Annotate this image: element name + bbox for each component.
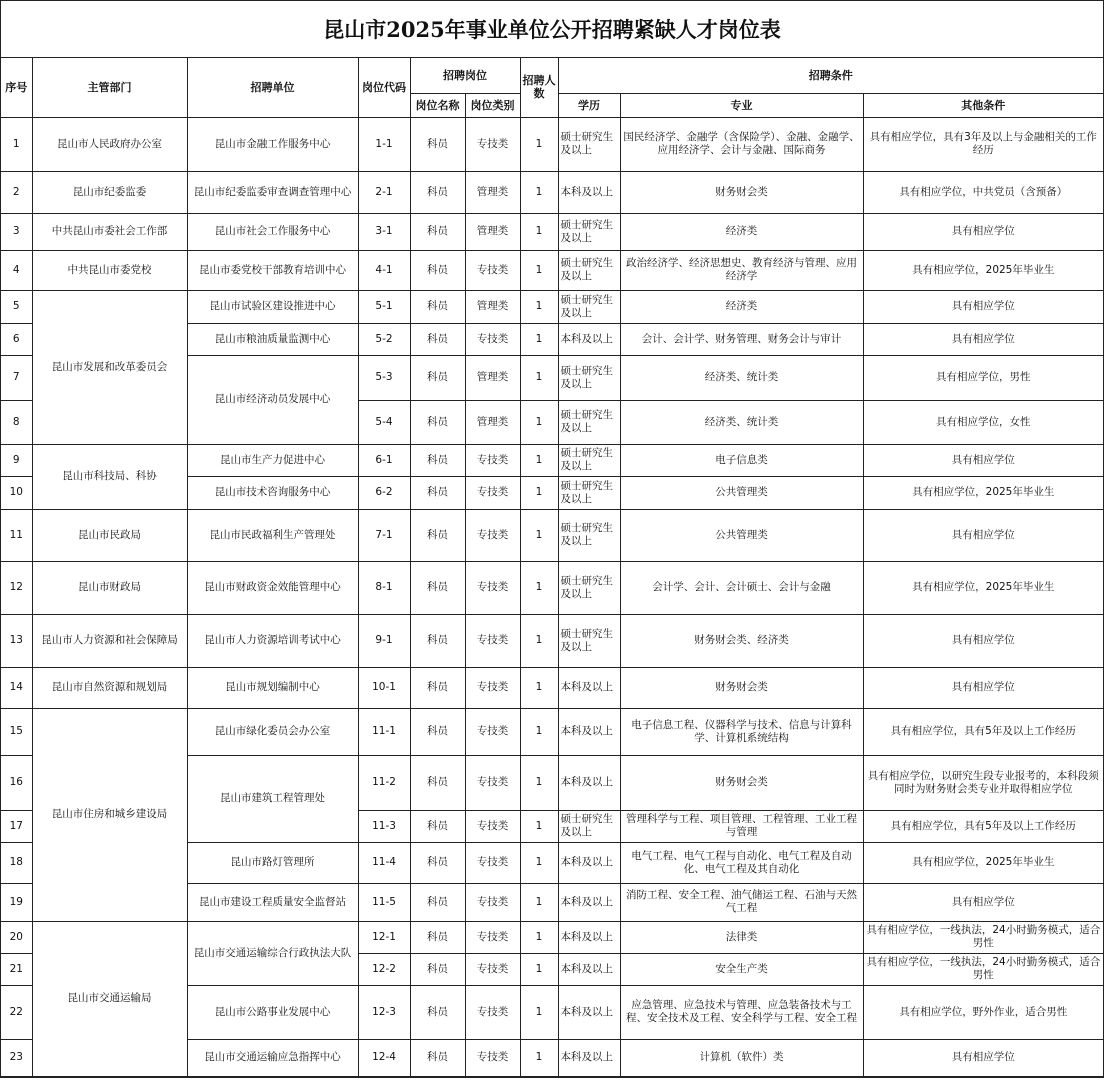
positions-table [1, 58, 1103, 1077]
education-cell: 本科及以上 [558, 953, 620, 985]
headcount-cell: 1 [520, 355, 558, 400]
major-cell: 财务财会类、经济类 [620, 614, 863, 667]
employer-cell: 昆山市委党校干部教育培训中心 [187, 250, 358, 290]
header-major: 专业 [620, 93, 863, 117]
employer-cell: 昆山市金融工作服务中心 [187, 117, 358, 171]
post-name-cell: 科员 [410, 667, 465, 708]
row-seq-cell: 14 [1, 667, 32, 708]
post-type-cell: 专技类 [465, 117, 520, 171]
post-code-cell: 7-1 [358, 509, 410, 561]
post-code-cell: 4-1 [358, 250, 410, 290]
department-cell: 昆山市住房和城乡建设局 [32, 708, 187, 921]
post-type-cell: 专技类 [465, 476, 520, 509]
row-seq-cell: 20 [1, 921, 32, 953]
post-code-cell: 12-1 [358, 921, 410, 953]
education-cell: 本科及以上 [558, 667, 620, 708]
headcount-cell: 1 [520, 810, 558, 842]
major-cell: 公共管理类 [620, 509, 863, 561]
other-conditions-cell: 具有相应学位，具有3年及以上与金融相关的工作经历 [863, 117, 1103, 171]
employer-cell: 昆山市经济动员发展中心 [187, 355, 358, 444]
education-cell: 本科及以上 [558, 708, 620, 755]
headcount-cell: 1 [520, 883, 558, 921]
post-code-cell: 5-1 [358, 290, 410, 323]
row-seq-cell: 5 [1, 290, 32, 323]
employer-cell: 昆山市人力资源培训考试中心 [187, 614, 358, 667]
education-cell: 硕士研究生及以上 [558, 476, 620, 509]
employer-cell: 昆山市粮油质量监测中心 [187, 323, 358, 355]
major-cell: 会计、会计学、财务管理、财务会计与审计 [620, 323, 863, 355]
page-title: 昆山市2025年事业单位公开招聘紧缺人才岗位表 [1, 1, 1103, 58]
other-conditions-cell: 具有相应学位，具有5年及以上工作经历 [863, 810, 1103, 842]
header-education: 学历 [558, 93, 620, 117]
header-seq: 序号 [1, 58, 32, 117]
post-code-cell: 5-3 [358, 355, 410, 400]
major-cell: 经济类、统计类 [620, 355, 863, 400]
department-cell: 昆山市纪委监委 [32, 171, 187, 213]
other-conditions-cell: 具有相应学位，男性 [863, 355, 1103, 400]
department-cell: 昆山市自然资源和规划局 [32, 667, 187, 708]
headcount-cell: 1 [520, 250, 558, 290]
department-cell: 昆山市人民政府办公室 [32, 117, 187, 171]
major-cell: 法律类 [620, 921, 863, 953]
department-cell: 昆山市交通运输局 [32, 921, 187, 1076]
post-name-cell: 科员 [410, 290, 465, 323]
post-code-cell: 9-1 [358, 614, 410, 667]
major-cell: 财务财会类 [620, 171, 863, 213]
post-code-cell: 11-2 [358, 755, 410, 810]
major-cell: 财务财会类 [620, 755, 863, 810]
row-seq-cell: 13 [1, 614, 32, 667]
employer-cell: 昆山市公路事业发展中心 [187, 985, 358, 1039]
headcount-cell: 1 [520, 509, 558, 561]
major-cell: 经济类 [620, 213, 863, 250]
education-cell: 本科及以上 [558, 1039, 620, 1076]
other-conditions-cell: 具有相应学位，以研究生段专业报考的，本科段须同时为财务财会类专业并取得相应学位 [863, 755, 1103, 810]
post-name-cell: 科员 [410, 171, 465, 213]
department-cell: 昆山市发展和改革委员会 [32, 290, 187, 444]
post-code-cell: 1-1 [358, 117, 410, 171]
header-condition-group: 招聘条件 [558, 58, 1103, 93]
major-cell: 应急管理、应急技术与管理、应急装备技术与工程、安全技术及工程、安全科学与工程、安全工程 [620, 985, 863, 1039]
post-type-cell: 管理类 [465, 355, 520, 400]
row-seq-cell: 11 [1, 509, 32, 561]
post-type-cell: 专技类 [465, 509, 520, 561]
post-type-cell: 专技类 [465, 1039, 520, 1076]
header-count: 招聘人数 [520, 58, 558, 117]
post-name-cell: 科员 [410, 561, 465, 614]
headcount-cell: 1 [520, 985, 558, 1039]
other-conditions-cell: 具有相应学位 [863, 883, 1103, 921]
table-row [1, 213, 1103, 250]
department-cell: 中共昆山市委党校 [32, 250, 187, 290]
post-name-cell: 科员 [410, 883, 465, 921]
education-cell: 本科及以上 [558, 171, 620, 213]
post-name-cell: 科员 [410, 250, 465, 290]
post-type-cell: 专技类 [465, 755, 520, 810]
headcount-cell: 1 [520, 561, 558, 614]
post-type-cell: 专技类 [465, 667, 520, 708]
post-code-cell: 2-1 [358, 171, 410, 213]
row-seq-cell: 17 [1, 810, 32, 842]
employer-cell: 昆山市路灯管理所 [187, 842, 358, 883]
other-conditions-cell: 具有相应学位，具有5年及以上工作经历 [863, 708, 1103, 755]
employer-cell: 昆山市纪委监委审查调查管理中心 [187, 171, 358, 213]
employer-cell: 昆山市社会工作服务中心 [187, 213, 358, 250]
education-cell: 硕士研究生及以上 [558, 290, 620, 323]
table-row [1, 444, 1103, 476]
post-type-cell: 专技类 [465, 842, 520, 883]
post-type-cell: 专技类 [465, 561, 520, 614]
education-cell: 硕士研究生及以上 [558, 561, 620, 614]
other-conditions-cell: 具有相应学位，2025年毕业生 [863, 250, 1103, 290]
department-cell: 昆山市人力资源和社会保障局 [32, 614, 187, 667]
department-cell: 昆山市科技局、科协 [32, 444, 187, 509]
row-seq-cell: 18 [1, 842, 32, 883]
post-type-cell: 管理类 [465, 213, 520, 250]
post-name-cell: 科员 [410, 476, 465, 509]
education-cell: 硕士研究生及以上 [558, 509, 620, 561]
row-seq-cell: 15 [1, 708, 32, 755]
table-row [1, 561, 1103, 614]
post-name-cell: 科员 [410, 213, 465, 250]
post-code-cell: 12-3 [358, 985, 410, 1039]
post-type-cell: 专技类 [465, 985, 520, 1039]
major-cell: 政治经济学、经济思想史、教育经济与管理、应用经济学 [620, 250, 863, 290]
post-type-cell: 专技类 [465, 614, 520, 667]
other-conditions-cell: 具有相应学位，2025年毕业生 [863, 842, 1103, 883]
headcount-cell: 1 [520, 444, 558, 476]
post-code-cell: 11-5 [358, 883, 410, 921]
header-other: 其他条件 [863, 93, 1103, 117]
post-type-cell: 专技类 [465, 444, 520, 476]
table-row [1, 667, 1103, 708]
education-cell: 硕士研究生及以上 [558, 400, 620, 444]
employer-cell: 昆山市建设工程质量安全监督站 [187, 883, 358, 921]
row-seq-cell: 6 [1, 323, 32, 355]
education-cell: 本科及以上 [558, 985, 620, 1039]
headcount-cell: 1 [520, 476, 558, 509]
post-code-cell: 11-3 [358, 810, 410, 842]
major-cell: 电气工程、电气工程与自动化、电气工程及自动化、电气工程及其自动化 [620, 842, 863, 883]
education-cell: 本科及以上 [558, 323, 620, 355]
post-type-cell: 管理类 [465, 171, 520, 213]
row-seq-cell: 8 [1, 400, 32, 444]
post-name-cell: 科员 [410, 842, 465, 883]
post-type-cell: 专技类 [465, 323, 520, 355]
employer-cell: 昆山市财政资金效能管理中心 [187, 561, 358, 614]
post-name-cell: 科员 [410, 614, 465, 667]
post-name-cell: 科员 [410, 708, 465, 755]
headcount-cell: 1 [520, 755, 558, 810]
education-cell: 硕士研究生及以上 [558, 614, 620, 667]
headcount-cell: 1 [520, 842, 558, 883]
major-cell: 电子信息类 [620, 444, 863, 476]
table-row [1, 171, 1103, 213]
other-conditions-cell: 具有相应学位 [863, 614, 1103, 667]
row-seq-cell: 3 [1, 213, 32, 250]
department-cell: 中共昆山市委社会工作部 [32, 213, 187, 250]
major-cell: 计算机（软件）类 [620, 1039, 863, 1076]
post-code-cell: 12-4 [358, 1039, 410, 1076]
major-cell: 国民经济学、金融学（含保险学）、金融、金融学、应用经济学、会计与金融、国际商务 [620, 117, 863, 171]
other-conditions-cell: 具有相应学位 [863, 323, 1103, 355]
row-seq-cell: 2 [1, 171, 32, 213]
post-name-cell: 科员 [410, 117, 465, 171]
headcount-cell: 1 [520, 921, 558, 953]
employer-cell: 昆山市建筑工程管理处 [187, 755, 358, 842]
row-seq-cell: 7 [1, 355, 32, 400]
row-seq-cell: 10 [1, 476, 32, 509]
table-row [1, 708, 1103, 755]
other-conditions-cell: 具有相应学位，野外作业，适合男性 [863, 985, 1103, 1039]
table-row [1, 614, 1103, 667]
header-dept: 主管部门 [32, 58, 187, 117]
table-row [1, 290, 1103, 323]
other-conditions-cell: 具有相应学位 [863, 509, 1103, 561]
row-seq-cell: 9 [1, 444, 32, 476]
major-cell: 经济类、统计类 [620, 400, 863, 444]
post-code-cell: 5-4 [358, 400, 410, 444]
post-name-cell: 科员 [410, 953, 465, 985]
row-seq-cell: 4 [1, 250, 32, 290]
other-conditions-cell: 具有相应学位，一线执法，24小时勤务模式，适合男性 [863, 921, 1103, 953]
headcount-cell: 1 [520, 614, 558, 667]
post-type-cell: 专技类 [465, 810, 520, 842]
department-cell: 昆山市财政局 [32, 561, 187, 614]
major-cell: 管理科学与工程、项目管理、工程管理、工业工程与管理 [620, 810, 863, 842]
post-code-cell: 5-2 [358, 323, 410, 355]
post-code-cell: 6-2 [358, 476, 410, 509]
other-conditions-cell: 具有相应学位 [863, 213, 1103, 250]
other-conditions-cell: 具有相应学位，中共党员（含预备） [863, 171, 1103, 213]
employer-cell: 昆山市试验区建设推进中心 [187, 290, 358, 323]
row-seq-cell: 21 [1, 953, 32, 985]
major-cell: 经济类 [620, 290, 863, 323]
header-post-group: 招聘岗位 [410, 58, 520, 93]
post-code-cell: 8-1 [358, 561, 410, 614]
major-cell: 消防工程、安全工程、油气储运工程、石油与天然气工程 [620, 883, 863, 921]
row-seq-cell: 1 [1, 117, 32, 171]
employer-cell: 昆山市规划编制中心 [187, 667, 358, 708]
headcount-cell: 1 [520, 708, 558, 755]
post-type-cell: 管理类 [465, 290, 520, 323]
post-type-cell: 专技类 [465, 883, 520, 921]
post-name-cell: 科员 [410, 355, 465, 400]
post-name-cell: 科员 [410, 810, 465, 842]
post-code-cell: 12-2 [358, 953, 410, 985]
other-conditions-cell: 具有相应学位 [863, 667, 1103, 708]
major-cell: 财务财会类 [620, 667, 863, 708]
education-cell: 本科及以上 [558, 755, 620, 810]
other-conditions-cell: 具有相应学位，2025年毕业生 [863, 476, 1103, 509]
department-cell: 昆山市民政局 [32, 509, 187, 561]
post-name-cell: 科员 [410, 444, 465, 476]
major-cell: 电子信息工程、仪器科学与技术、信息与计算科学、计算机系统结构 [620, 708, 863, 755]
row-seq-cell: 16 [1, 755, 32, 810]
other-conditions-cell: 具有相应学位，2025年毕业生 [863, 561, 1103, 614]
other-conditions-cell: 具有相应学位，一线执法，24小时勤务模式，适合男性 [863, 953, 1103, 985]
employer-cell: 昆山市民政福利生产管理处 [187, 509, 358, 561]
headcount-cell: 1 [520, 117, 558, 171]
headcount-cell: 1 [520, 400, 558, 444]
employer-cell: 昆山市交通运输综合行政执法大队 [187, 921, 358, 985]
employer-cell: 昆山市绿化委员会办公室 [187, 708, 358, 755]
table-row [1, 921, 1103, 953]
table-row [1, 117, 1103, 171]
post-name-cell: 科员 [410, 1039, 465, 1076]
post-code-cell: 11-4 [358, 842, 410, 883]
employer-cell: 昆山市交通运输应急指挥中心 [187, 1039, 358, 1076]
education-cell: 本科及以上 [558, 921, 620, 953]
post-type-cell: 专技类 [465, 250, 520, 290]
post-name-cell: 科员 [410, 921, 465, 953]
employer-cell: 昆山市技术咨询服务中心 [187, 476, 358, 509]
post-type-cell: 专技类 [465, 953, 520, 985]
post-name-cell: 科员 [410, 400, 465, 444]
post-code-cell: 11-1 [358, 708, 410, 755]
headcount-cell: 1 [520, 953, 558, 985]
headcount-cell: 1 [520, 171, 558, 213]
education-cell: 硕士研究生及以上 [558, 250, 620, 290]
major-cell: 会计学、会计、会计硕士、会计与金融 [620, 561, 863, 614]
table-row [1, 509, 1103, 561]
other-conditions-cell: 具有相应学位 [863, 290, 1103, 323]
headcount-cell: 1 [520, 213, 558, 250]
header-post-name: 岗位名称 [410, 93, 465, 117]
post-code-cell: 3-1 [358, 213, 410, 250]
major-cell: 公共管理类 [620, 476, 863, 509]
post-code-cell: 10-1 [358, 667, 410, 708]
row-seq-cell: 12 [1, 561, 32, 614]
other-conditions-cell: 具有相应学位 [863, 444, 1103, 476]
post-name-cell: 科员 [410, 323, 465, 355]
headcount-cell: 1 [520, 323, 558, 355]
post-name-cell: 科员 [410, 985, 465, 1039]
header-row-top [1, 58, 1103, 93]
other-conditions-cell: 具有相应学位，女性 [863, 400, 1103, 444]
post-name-cell: 科员 [410, 509, 465, 561]
employer-cell: 昆山市生产力促进中心 [187, 444, 358, 476]
education-cell: 硕士研究生及以上 [558, 117, 620, 171]
headcount-cell: 1 [520, 290, 558, 323]
education-cell: 本科及以上 [558, 883, 620, 921]
education-cell: 本科及以上 [558, 842, 620, 883]
education-cell: 硕士研究生及以上 [558, 444, 620, 476]
post-type-cell: 专技类 [465, 708, 520, 755]
major-cell: 安全生产类 [620, 953, 863, 985]
table-row [1, 250, 1103, 290]
post-type-cell: 专技类 [465, 921, 520, 953]
other-conditions-cell: 具有相应学位 [863, 1039, 1103, 1076]
header-code: 岗位代码 [358, 58, 410, 117]
row-seq-cell: 22 [1, 985, 32, 1039]
education-cell: 硕士研究生及以上 [558, 213, 620, 250]
headcount-cell: 1 [520, 1039, 558, 1076]
education-cell: 硕士研究生及以上 [558, 355, 620, 400]
post-name-cell: 科员 [410, 755, 465, 810]
header-post-type: 岗位类别 [465, 93, 520, 117]
post-type-cell: 管理类 [465, 400, 520, 444]
post-code-cell: 6-1 [358, 444, 410, 476]
education-cell: 硕士研究生及以上 [558, 810, 620, 842]
row-seq-cell: 19 [1, 883, 32, 921]
row-seq-cell: 23 [1, 1039, 32, 1076]
headcount-cell: 1 [520, 667, 558, 708]
table-body [1, 117, 1103, 1076]
header-unit: 招聘单位 [187, 58, 358, 117]
